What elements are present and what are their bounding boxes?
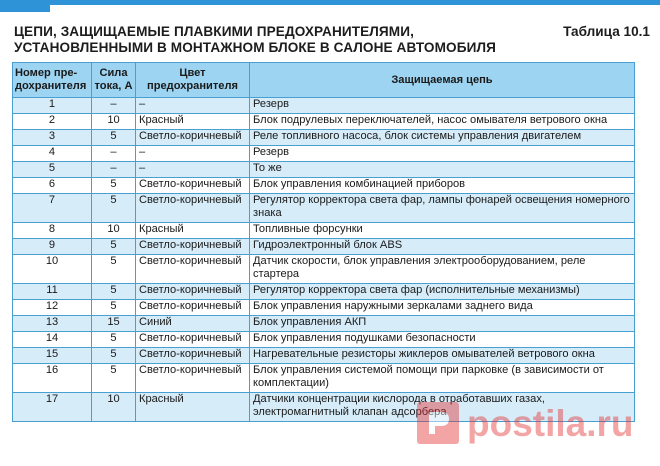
top-accent-stripe xyxy=(0,0,660,5)
cell-amperage: 5 xyxy=(92,300,136,316)
cell-fuse-color: Светло-коричневый xyxy=(136,284,250,300)
cell-amperage: 5 xyxy=(92,364,136,393)
table-header-row xyxy=(13,63,635,98)
cell-fuse-color: Светло-коричневый xyxy=(136,239,250,255)
table-row xyxy=(13,98,635,114)
cell-fuse-color: – xyxy=(136,98,250,114)
cell-fuse-number: 10 xyxy=(13,255,92,284)
column-header-color-line-1: Цвет xyxy=(179,67,206,79)
table-row xyxy=(13,130,635,146)
cell-fuse-number: 17 xyxy=(13,393,92,422)
table-row xyxy=(13,239,635,255)
cell-protected-circuit: Датчик скорости, блок управления электрооборудованием, реле стартера xyxy=(250,255,635,284)
corner-accent-tab xyxy=(0,0,50,12)
cell-fuse-color: Светло-коричневый xyxy=(136,178,250,194)
column-header-amperage-line-1: Сила xyxy=(99,67,128,79)
column-header-number-line-2: дохранителя xyxy=(15,80,87,92)
page-title-line-2: УСТАНОВЛЕННЫМИ В МОНТАЖНОМ БЛОКЕ В САЛОНЕ АВТОМОБИЛЯ xyxy=(14,40,496,55)
page-title xyxy=(14,24,534,56)
cell-amperage: 15 xyxy=(92,316,136,332)
cell-fuse-number: 12 xyxy=(13,300,92,316)
column-header-number xyxy=(13,63,92,98)
cell-fuse-color: – xyxy=(136,146,250,162)
column-header-circuit: Защищаемая цепь xyxy=(250,63,635,98)
cell-fuse-color: Светло-коричневый xyxy=(136,130,250,146)
cell-fuse-color: Светло-коричневый xyxy=(136,364,250,393)
page-title-line-1: ЦЕПИ, ЗАЩИЩАЕМЫЕ ПЛАВКИМИ ПРЕДОХРАНИТЕЛЯМИ, xyxy=(14,24,414,39)
table-row xyxy=(13,300,635,316)
cell-protected-circuit: Датчики концентрации кислорода в отработавших газах, электромагнитный клапан адсорбера xyxy=(250,393,635,422)
table-row xyxy=(13,316,635,332)
cell-amperage: 5 xyxy=(92,255,136,284)
fuse-table-body xyxy=(13,98,635,422)
table-row xyxy=(13,162,635,178)
cell-protected-circuit: Резерв xyxy=(250,98,635,114)
cell-protected-circuit: Блок подрулевых переключателей, насос омывателя ветрового окна xyxy=(250,114,635,130)
table-row xyxy=(13,194,635,223)
cell-protected-circuit: Блок управления подушками безопасности xyxy=(250,332,635,348)
cell-fuse-number: 4 xyxy=(13,146,92,162)
cell-fuse-color: Красный xyxy=(136,223,250,239)
table-row xyxy=(13,223,635,239)
cell-protected-circuit: Резерв xyxy=(250,146,635,162)
cell-protected-circuit: Блок управления комбинацией приборов xyxy=(250,178,635,194)
table-row xyxy=(13,364,635,393)
fuse-table-container xyxy=(12,62,634,422)
cell-amperage: 5 xyxy=(92,178,136,194)
cell-fuse-number: 3 xyxy=(13,130,92,146)
table-row xyxy=(13,348,635,364)
table-row xyxy=(13,332,635,348)
cell-amperage: 5 xyxy=(92,348,136,364)
column-header-number-line-1: Номер пре- xyxy=(15,67,78,79)
cell-fuse-number: 11 xyxy=(13,284,92,300)
cell-fuse-number: 13 xyxy=(13,316,92,332)
cell-protected-circuit: Регулятор корректора света фар, лампы фонарей освещения номерного знака xyxy=(250,194,635,223)
table-row xyxy=(13,284,635,300)
cell-fuse-color: Светло-коричневый xyxy=(136,300,250,316)
cell-fuse-number: 7 xyxy=(13,194,92,223)
cell-protected-circuit: Топливные форсунки xyxy=(250,223,635,239)
cell-amperage: 5 xyxy=(92,332,136,348)
cell-fuse-number: 14 xyxy=(13,332,92,348)
column-header-color xyxy=(136,63,250,98)
cell-amperage: 5 xyxy=(92,239,136,255)
table-row xyxy=(13,178,635,194)
table-row xyxy=(13,146,635,162)
cell-amperage: 10 xyxy=(92,223,136,239)
cell-fuse-color: Красный xyxy=(136,393,250,422)
cell-protected-circuit: Нагревательные резисторы жиклеров омывателей ветрового окна xyxy=(250,348,635,364)
cell-amperage: 10 xyxy=(92,114,136,130)
cell-fuse-color: Красный xyxy=(136,114,250,130)
cell-fuse-number: 6 xyxy=(13,178,92,194)
cell-fuse-color: Светло-коричневый xyxy=(136,255,250,284)
cell-protected-circuit: То же xyxy=(250,162,635,178)
cell-amperage: 5 xyxy=(92,284,136,300)
cell-fuse-color: – xyxy=(136,162,250,178)
cell-fuse-number: 5 xyxy=(13,162,92,178)
cell-fuse-number: 15 xyxy=(13,348,92,364)
cell-amperage: 5 xyxy=(92,130,136,146)
cell-amperage: 10 xyxy=(92,393,136,422)
table-row xyxy=(13,114,635,130)
fuse-table xyxy=(12,62,635,422)
cell-fuse-number: 8 xyxy=(13,223,92,239)
cell-amperage: – xyxy=(92,98,136,114)
cell-fuse-color: Светло-коричневый xyxy=(136,332,250,348)
cell-fuse-number: 1 xyxy=(13,98,92,114)
table-number: Таблица 10.1 xyxy=(563,24,650,39)
cell-fuse-number: 16 xyxy=(13,364,92,393)
column-header-amperage xyxy=(92,63,136,98)
cell-protected-circuit: Реле топливного насоса, блок системы управления двигателем xyxy=(250,130,635,146)
cell-protected-circuit: Блок управления АКП xyxy=(250,316,635,332)
cell-protected-circuit: Блок управления наружными зеркалами заднего вида xyxy=(250,300,635,316)
cell-amperage: – xyxy=(92,162,136,178)
cell-protected-circuit: Блок управления системой помощи при парковке (в зависимости от комплектации) xyxy=(250,364,635,393)
table-row xyxy=(13,255,635,284)
column-header-color-line-2: предохранителя xyxy=(147,80,238,92)
cell-fuse-number: 9 xyxy=(13,239,92,255)
cell-amperage: 5 xyxy=(92,194,136,223)
cell-protected-circuit: Гидроэлектронный блок ABS xyxy=(250,239,635,255)
cell-fuse-color: Светло-коричневый xyxy=(136,348,250,364)
cell-fuse-color: Синий xyxy=(136,316,250,332)
cell-amperage: – xyxy=(92,146,136,162)
cell-protected-circuit: Регулятор корректора света фар (исполнительные механизмы) xyxy=(250,284,635,300)
table-row xyxy=(13,393,635,422)
column-header-amperage-line-2: тока, А xyxy=(94,80,133,92)
cell-fuse-color: Светло-коричневый xyxy=(136,194,250,223)
watermark-text: postila.ru xyxy=(467,403,634,444)
cell-fuse-number: 2 xyxy=(13,114,92,130)
